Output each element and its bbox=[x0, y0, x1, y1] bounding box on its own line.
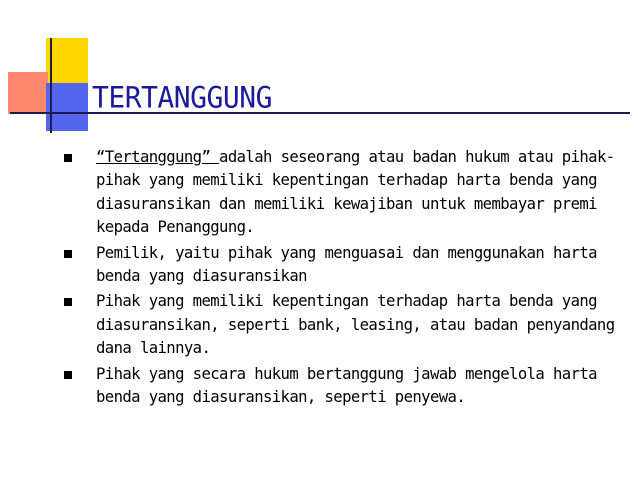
bullet-text: Pihak yang secara hukum bertanggung jawab mengelola harta benda yang diasuransikan, seperti penyewa. bbox=[96, 364, 597, 407]
bullet-marker-icon bbox=[64, 371, 72, 379]
bullet-item bbox=[58, 363, 628, 410]
bullet-text: Pihak yang memiliki kepentingan terhadap harta benda yang diasuransikan, seperti bank, leasing, atau badan penyandang dana lainnya. bbox=[96, 292, 615, 358]
decor-red-square bbox=[8, 72, 48, 114]
decor-yellow-square bbox=[46, 38, 88, 83]
slide-title: TERTANGGUNG bbox=[92, 80, 272, 115]
bullet-item bbox=[58, 290, 628, 360]
bullet-marker-icon bbox=[64, 250, 72, 258]
term-highlight: “Tertanggung” bbox=[96, 148, 220, 166]
bullet-list bbox=[58, 146, 628, 411]
decor-vertical-line bbox=[50, 38, 52, 133]
bullet-marker-icon bbox=[64, 298, 72, 306]
decor-blue-square bbox=[46, 83, 88, 131]
bullet-body: adalah seseorang atau badan hukum atau pihak-pihak yang memiliki kepentingan terhadap harta benda yang diasuransikan dan memiliki kewajiban untuk membayar premi kepada Penanggung. bbox=[96, 148, 615, 237]
bullet-item bbox=[58, 146, 628, 240]
bullet-text: Pemilik, yaitu pihak yang menguasai dan menggunakan harta benda yang diasuransikan bbox=[96, 243, 597, 286]
bullet-marker-icon bbox=[64, 154, 72, 162]
bullet-text bbox=[96, 146, 628, 240]
bullet-item bbox=[58, 242, 628, 289]
